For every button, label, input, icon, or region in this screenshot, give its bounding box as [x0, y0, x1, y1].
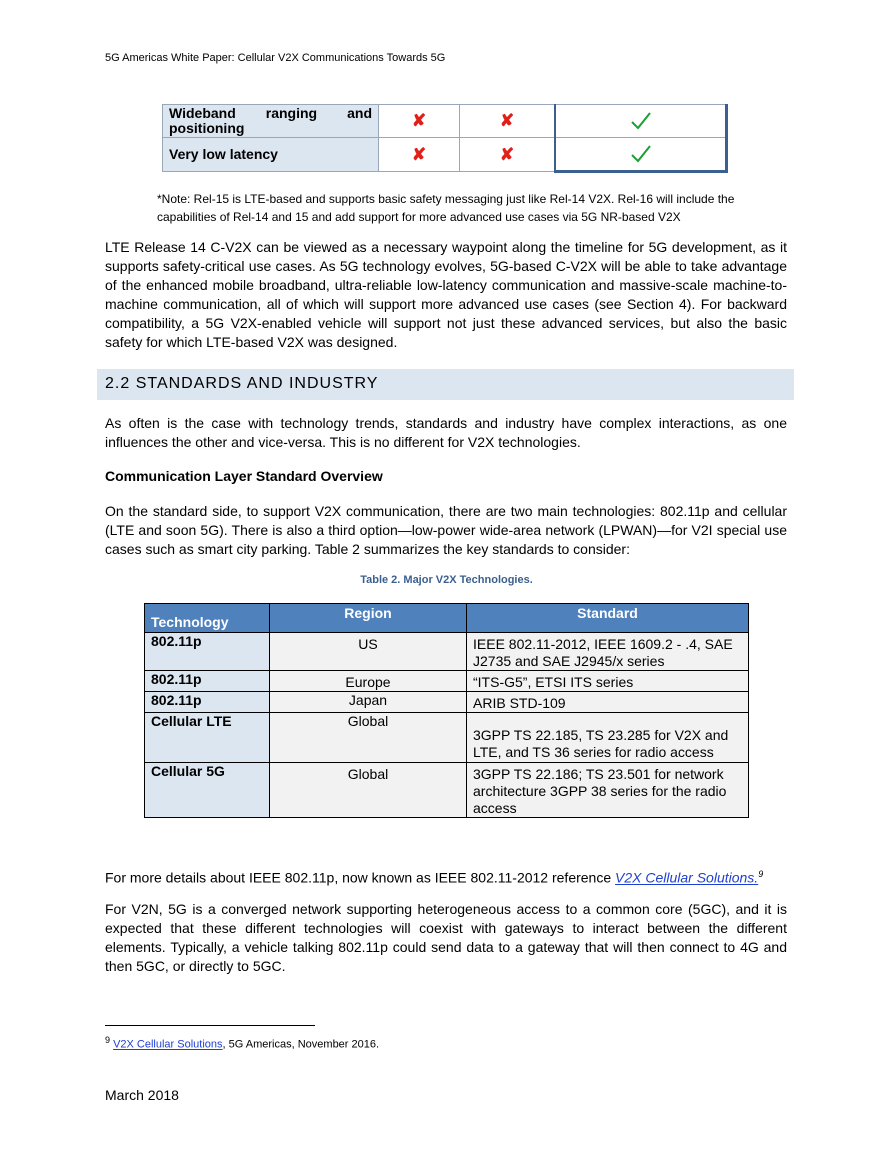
cross-icon: ✘ — [499, 144, 515, 164]
standard-cell: 3GPP TS 22.185, TS 23.285 for V2X and LTE, and TS 36 series for radio access — [467, 713, 749, 763]
paragraph: As often is the case with technology trends, standards and industry have complex interactions, as one influences the other and vice-versa. This is no different for V2X technologies. — [105, 415, 787, 450]
cross-icon: ✘ — [411, 144, 427, 164]
region-cell: Japan — [270, 692, 467, 713]
cross-icon: ✘ — [499, 111, 515, 130]
tech-cell: 802.11p — [145, 671, 270, 692]
section-heading: 2.2 STANDARDS AND INDUSTRY — [105, 375, 379, 392]
cross-icon: ✘ — [411, 111, 427, 130]
footnote: $^9$ V2X Cellular Solutions, 5G Americas, November 2016. — [105, 1035, 380, 1051]
feature-table — [162, 104, 728, 173]
tech-cell: Cellular 5G — [145, 763, 270, 818]
check-icon — [630, 111, 652, 131]
paragraph: For more details about IEEE 802.11p, now known as IEEE 802.11-2012 reference V2X Cellular Solutions.$^9$ — [105, 869, 764, 886]
region-cell: US — [270, 633, 467, 671]
table-row — [163, 105, 727, 138]
feature-label: Wideband ranging and positioning — [163, 105, 379, 138]
paragraph: On the standard side, to support V2X communication, there are two main technologies: 802.11p and cellular (LTE and soon 5G). There is also a third option—low-power wide-area network (LPWAN)—for V2I special use cases such as smart city parking. Table 2 summarizes the key standards to consider: — [105, 503, 787, 557]
column-header: Standard — [467, 604, 749, 633]
region-cell: Europe — [270, 671, 467, 692]
standard-cell: “ITS-G5”, ETSI ITS series — [467, 671, 749, 692]
footnote-number: 9 — [105, 1035, 111, 1045]
tech-cell: Cellular LTE — [145, 713, 270, 763]
section-heading-band — [97, 369, 794, 400]
check-icon — [630, 144, 652, 164]
standard-cell: IEEE 802.11-2012, IEEE 1609.2 - .4, SAE J2735 and SAE J2945/x series — [467, 633, 749, 671]
table-row — [145, 633, 749, 671]
page-footer-date: March 2018 — [105, 1087, 179, 1103]
region-cell: Global — [270, 763, 467, 818]
table-note: *Note: Rel-15 is LTE-based and supports basic safety messaging just like Rel-14 V2X. Rel-16 will include the capabilities of Rel-14 and 15 and add support for more advanced use cases via 5G NR-based V2X — [157, 192, 735, 224]
tech-cell: 802.11p — [145, 692, 270, 713]
page-header: 5G Americas White Paper: Cellular V2X Communications Towards 5G — [105, 52, 446, 64]
paragraph: LTE Release 14 C-V2X can be viewed as a necessary waypoint along the timeline for 5G development, as it supports safety-critical use cases. As 5G technology evolves, 5G-based C-V2X will be able to take advantage of the enhanced mobile broadband, ultra-reliable low-latency communication and massive-scale machine-to-machine communication, all of which will support more advanced use cases (see Section 4). For backward compatibility, a 5G V2X-enabled vehicle will support not just these advanced services, but also the basic safety for which LTE-based V2X was designed. — [105, 239, 787, 350]
standards-table — [144, 603, 749, 818]
table-row — [145, 713, 749, 763]
column-header: Region — [270, 604, 467, 633]
table-row — [145, 692, 749, 713]
region-cell: Global — [270, 713, 467, 763]
standard-cell: 3GPP TS 22.186; TS 23.501 for network architecture 3GPP 38 series for the radio access — [467, 763, 749, 818]
table-caption: Table 2. Major V2X Technologies. — [360, 574, 533, 586]
footnote-link[interactable]: V2X Cellular Solutions — [113, 1038, 223, 1051]
tech-cell: 802.11p — [145, 633, 270, 671]
footnote-ref: 9 — [758, 869, 764, 879]
table-row — [145, 763, 749, 818]
footnote-divider — [105, 1025, 315, 1026]
feature-label: Very low latency — [163, 138, 379, 172]
table-row — [163, 138, 727, 172]
standard-cell: ARIB STD-109 — [467, 692, 749, 713]
table-header-row — [145, 604, 749, 633]
table-row — [145, 671, 749, 692]
v2x-cellular-solutions-link[interactable]: V2X Cellular Solutions. — [615, 869, 759, 886]
subheading: Communication Layer Standard Overview — [105, 468, 383, 484]
paragraph: For V2N, 5G is a converged network supporting heterogeneous access to a common core (5GC), and it is expected that these different technologies will coexist with gateways to interact between the different elements. Typically, a vehicle talking 802.11p could send data to a gateway that will then connect to 4G and then 5GC, or directly to 5GC. — [105, 901, 787, 974]
column-header: Technology — [145, 604, 270, 633]
